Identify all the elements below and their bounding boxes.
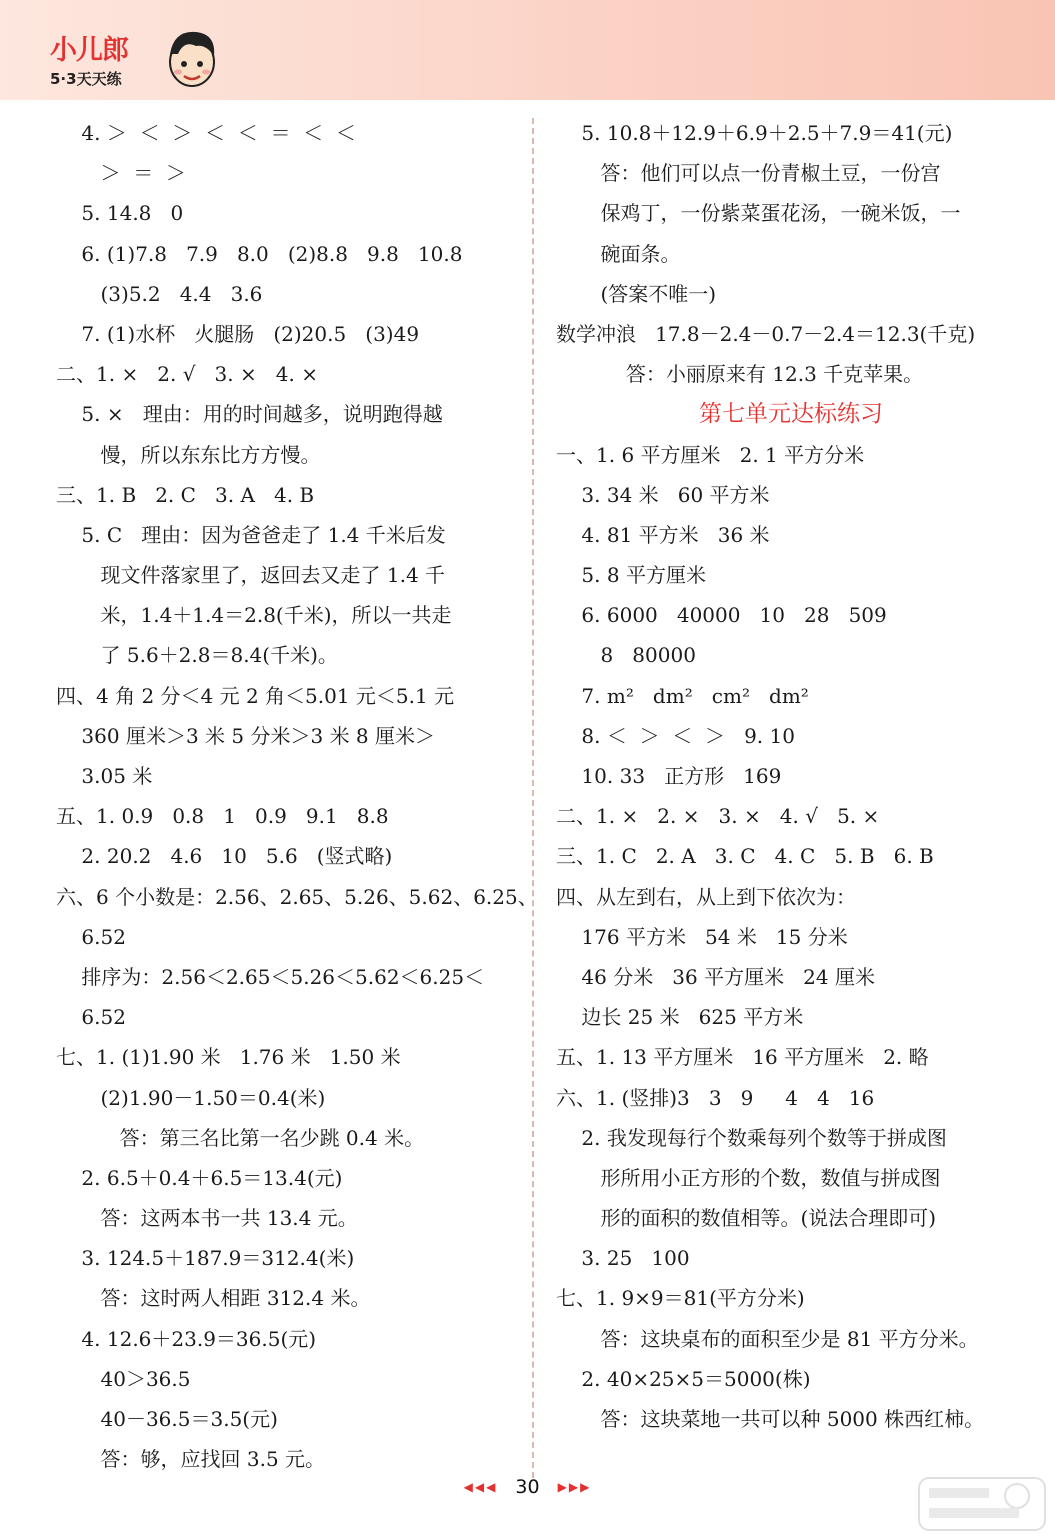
- left-answer-line: 2. 20.2 4.6 10 5.6 (竖式略): [56, 844, 393, 869]
- column-divider: [532, 118, 534, 1478]
- left-answer-line: 五、1. 0.9 0.8 1 0.9 9.1 8.8: [56, 804, 389, 829]
- unit7-answer-line: 二、1. × 2. × 3. × 4. √ 5. ×: [556, 804, 880, 829]
- left-answer-line: 2. 6.5＋0.4＋6.5＝13.4(元): [56, 1165, 343, 1190]
- left-answer-line: 7. (1)水杯 火腿肠 (2)20.5 (3)49: [56, 321, 420, 346]
- left-answer-line: 三、1. B 2. C 3. A 4. B: [56, 482, 315, 507]
- right-answer-line: 保鸡丁，一份紫菜蛋花汤，一碗米饭，一: [556, 201, 961, 226]
- left-answer-line: 六、6 个小数是：2.56、2.65、5.26、5.62、6.25、: [56, 884, 538, 909]
- left-answer-line: 答：够，应找回 3.5 元。: [56, 1447, 326, 1472]
- left-answer-line: 答：第三名比第一名少跳 0.4 米。: [56, 1125, 425, 1150]
- left-answer-line: 答：这时两人相距 312.4 米。: [56, 1286, 371, 1311]
- section-title: 第七单元达标练习: [699, 401, 883, 428]
- left-answer-line: (2)1.90－1.50＝0.4(米): [56, 1085, 326, 1110]
- right-answer-line: (答案不唯一): [556, 281, 717, 306]
- unit7-answer-line: 2. 40×25×5＝5000(株): [556, 1366, 811, 1391]
- right-answer-line: 5. 10.8＋12.9＋6.9＋2.5＋7.9＝41(元): [556, 121, 953, 145]
- unit7-answer-line: 46 分米 36 平方厘米 24 厘米: [556, 964, 875, 989]
- unit7-answer-line: 6. 6000 40000 10 28 509: [556, 603, 887, 628]
- page-footer: [0, 1476, 1055, 1498]
- left-answer-line: 40＞36.5: [56, 1366, 191, 1391]
- boy-mascot-icon: [156, 24, 228, 96]
- left-answer-line: 360 厘米＞3 米 5 分米＞3 米 8 厘米＞: [56, 723, 436, 748]
- unit7-answer-line: 答：这块桌布的面积至少是 81 平方分米。: [556, 1326, 979, 1351]
- unit7-answer-line: 形所用小正方形的个数，数值与拼成图: [556, 1165, 941, 1190]
- unit7-answer-line: 四、从左到右，从上到下依次为：: [556, 884, 856, 909]
- right-answer-line: 答：他们可以点一份青椒土豆，一份宫: [556, 161, 941, 186]
- left-column: [56, 113, 538, 1479]
- unit7-answer-line: 五、1. 13 平方厘米 16 平方厘米 2. 略: [556, 1045, 929, 1070]
- unit7-answer-line: 一、1. 6 平方厘米 2. 1 平方分米: [556, 442, 865, 467]
- unit7-answer-line: 8. ＜ ＞ ＜ ＞ 9. 10: [556, 723, 795, 748]
- left-answer-line: 5. C 理由：因为爸爸走了 1.4 千米后发: [56, 522, 446, 547]
- logo-title: 小儿郎: [50, 35, 128, 66]
- right-answer-line: 碗面条。: [556, 241, 681, 266]
- left-answer-line: 了 5.6＋2.8＝8.4(千米)。: [56, 643, 338, 668]
- unit7-answer-line: 答：这块菜地一共可以种 5000 株西红柿。: [556, 1407, 985, 1431]
- unit7-answer-line: 5. 8 平方厘米: [556, 563, 706, 588]
- left-answer-line: 5. 14.8 0: [56, 201, 184, 226]
- unit7-answer-line: 七、1. 9×9＝81(平方分米): [556, 1286, 805, 1311]
- left-answer-line: 5. × 理由：用的时间越多，说明跑得越: [56, 402, 443, 427]
- right-answer-line: 答：小丽原来有 12.3 千克苹果。: [556, 362, 924, 387]
- watermark-logo-icon: [917, 1474, 1047, 1534]
- unit7-answer-line: 六、1. (竖排)3 3 9 4 4 16: [556, 1085, 875, 1110]
- unit7-answer-line: 边长 25 米 625 平方米: [556, 1005, 804, 1030]
- left-answer-line: 3. 124.5＋187.9＝312.4(米): [56, 1246, 355, 1271]
- left-answer-line: 现文件落家里了，返回去又走了 1.4 千: [56, 563, 446, 588]
- right-column: [556, 113, 1026, 1439]
- unit7-answer-line: 3. 25 100: [556, 1246, 690, 1271]
- unit7-answer-line: 3. 34 米 60 平方米: [556, 482, 770, 507]
- right-answer-line: 数学冲浪 17.8－2.4－0.7－2.4＝12.3(千克): [556, 321, 976, 346]
- left-answer-line: 6.52: [56, 1005, 126, 1030]
- right-bottom-block: [556, 435, 1026, 1440]
- left-answer-line: 四、4 角 2 分＜4 元 2 角＜5.01 元＜5.1 元: [56, 683, 455, 708]
- left-answer-line: 6.52: [56, 924, 126, 949]
- unit7-answer-line: 7. m² dm² cm² dm²: [556, 683, 809, 708]
- page-number: 30: [515, 1476, 540, 1498]
- left-answer-line: 4. 12.6＋23.9＝36.5(元): [56, 1326, 317, 1351]
- left-answer-line: 3.05 米: [56, 764, 153, 788]
- logo-subtitle: 5·3天天练: [50, 70, 122, 88]
- unit7-answer-line: 10. 33 正方形 169: [556, 764, 782, 788]
- left-answer-line: 米，1.4＋1.4＝2.8(千米)，所以一共走: [56, 603, 452, 628]
- unit7-answer-line: 176 平方米 54 米 15 分米: [556, 924, 848, 949]
- next-arrows-icon: ▶▶▶: [557, 1480, 592, 1494]
- unit7-answer-line: 三、1. C 2. A 3. C 4. C 5. B 6. B: [556, 844, 934, 869]
- left-answer-line: ＞ ＝ ＞: [56, 161, 186, 186]
- left-answer-line: 答：这两本书一共 13.4 元。: [56, 1206, 358, 1231]
- unit7-answer-line: 2. 我发现每行个数乘每列个数等于拼成图: [556, 1125, 947, 1150]
- prev-arrows-icon: ◀◀◀: [463, 1480, 498, 1494]
- left-answer-line: 6. (1)7.8 7.9 8.0 (2)8.8 9.8 10.8: [56, 241, 463, 266]
- unit7-answer-line: 形的面积的数值相等。(说法合理即可): [556, 1206, 937, 1231]
- left-answer-line: 慢，所以东东比方方慢。: [56, 442, 321, 467]
- unit7-answer-line: 4. 81 平方米 36 米: [556, 522, 770, 547]
- left-answer-line: 排序为：2.56＜2.65＜5.26＜5.62＜6.25＜: [56, 964, 485, 989]
- left-answer-line: (3)5.2 4.4 3.6: [56, 281, 263, 306]
- left-answer-line: 二、1. × 2. √ 3. × 4. ×: [56, 362, 318, 387]
- left-answer-line: 40－36.5＝3.5(元): [56, 1407, 278, 1431]
- brand-logo: [44, 24, 214, 94]
- header-banner: [0, 0, 1055, 100]
- unit7-answer-line: 8 80000: [556, 643, 696, 668]
- right-top-block: [556, 113, 1026, 394]
- left-answer-line: 4. ＞ ＜ ＞ ＜ ＜ ＝ ＜ ＜: [56, 121, 356, 145]
- left-answer-line: 七、1. (1)1.90 米 1.76 米 1.50 米: [56, 1045, 401, 1070]
